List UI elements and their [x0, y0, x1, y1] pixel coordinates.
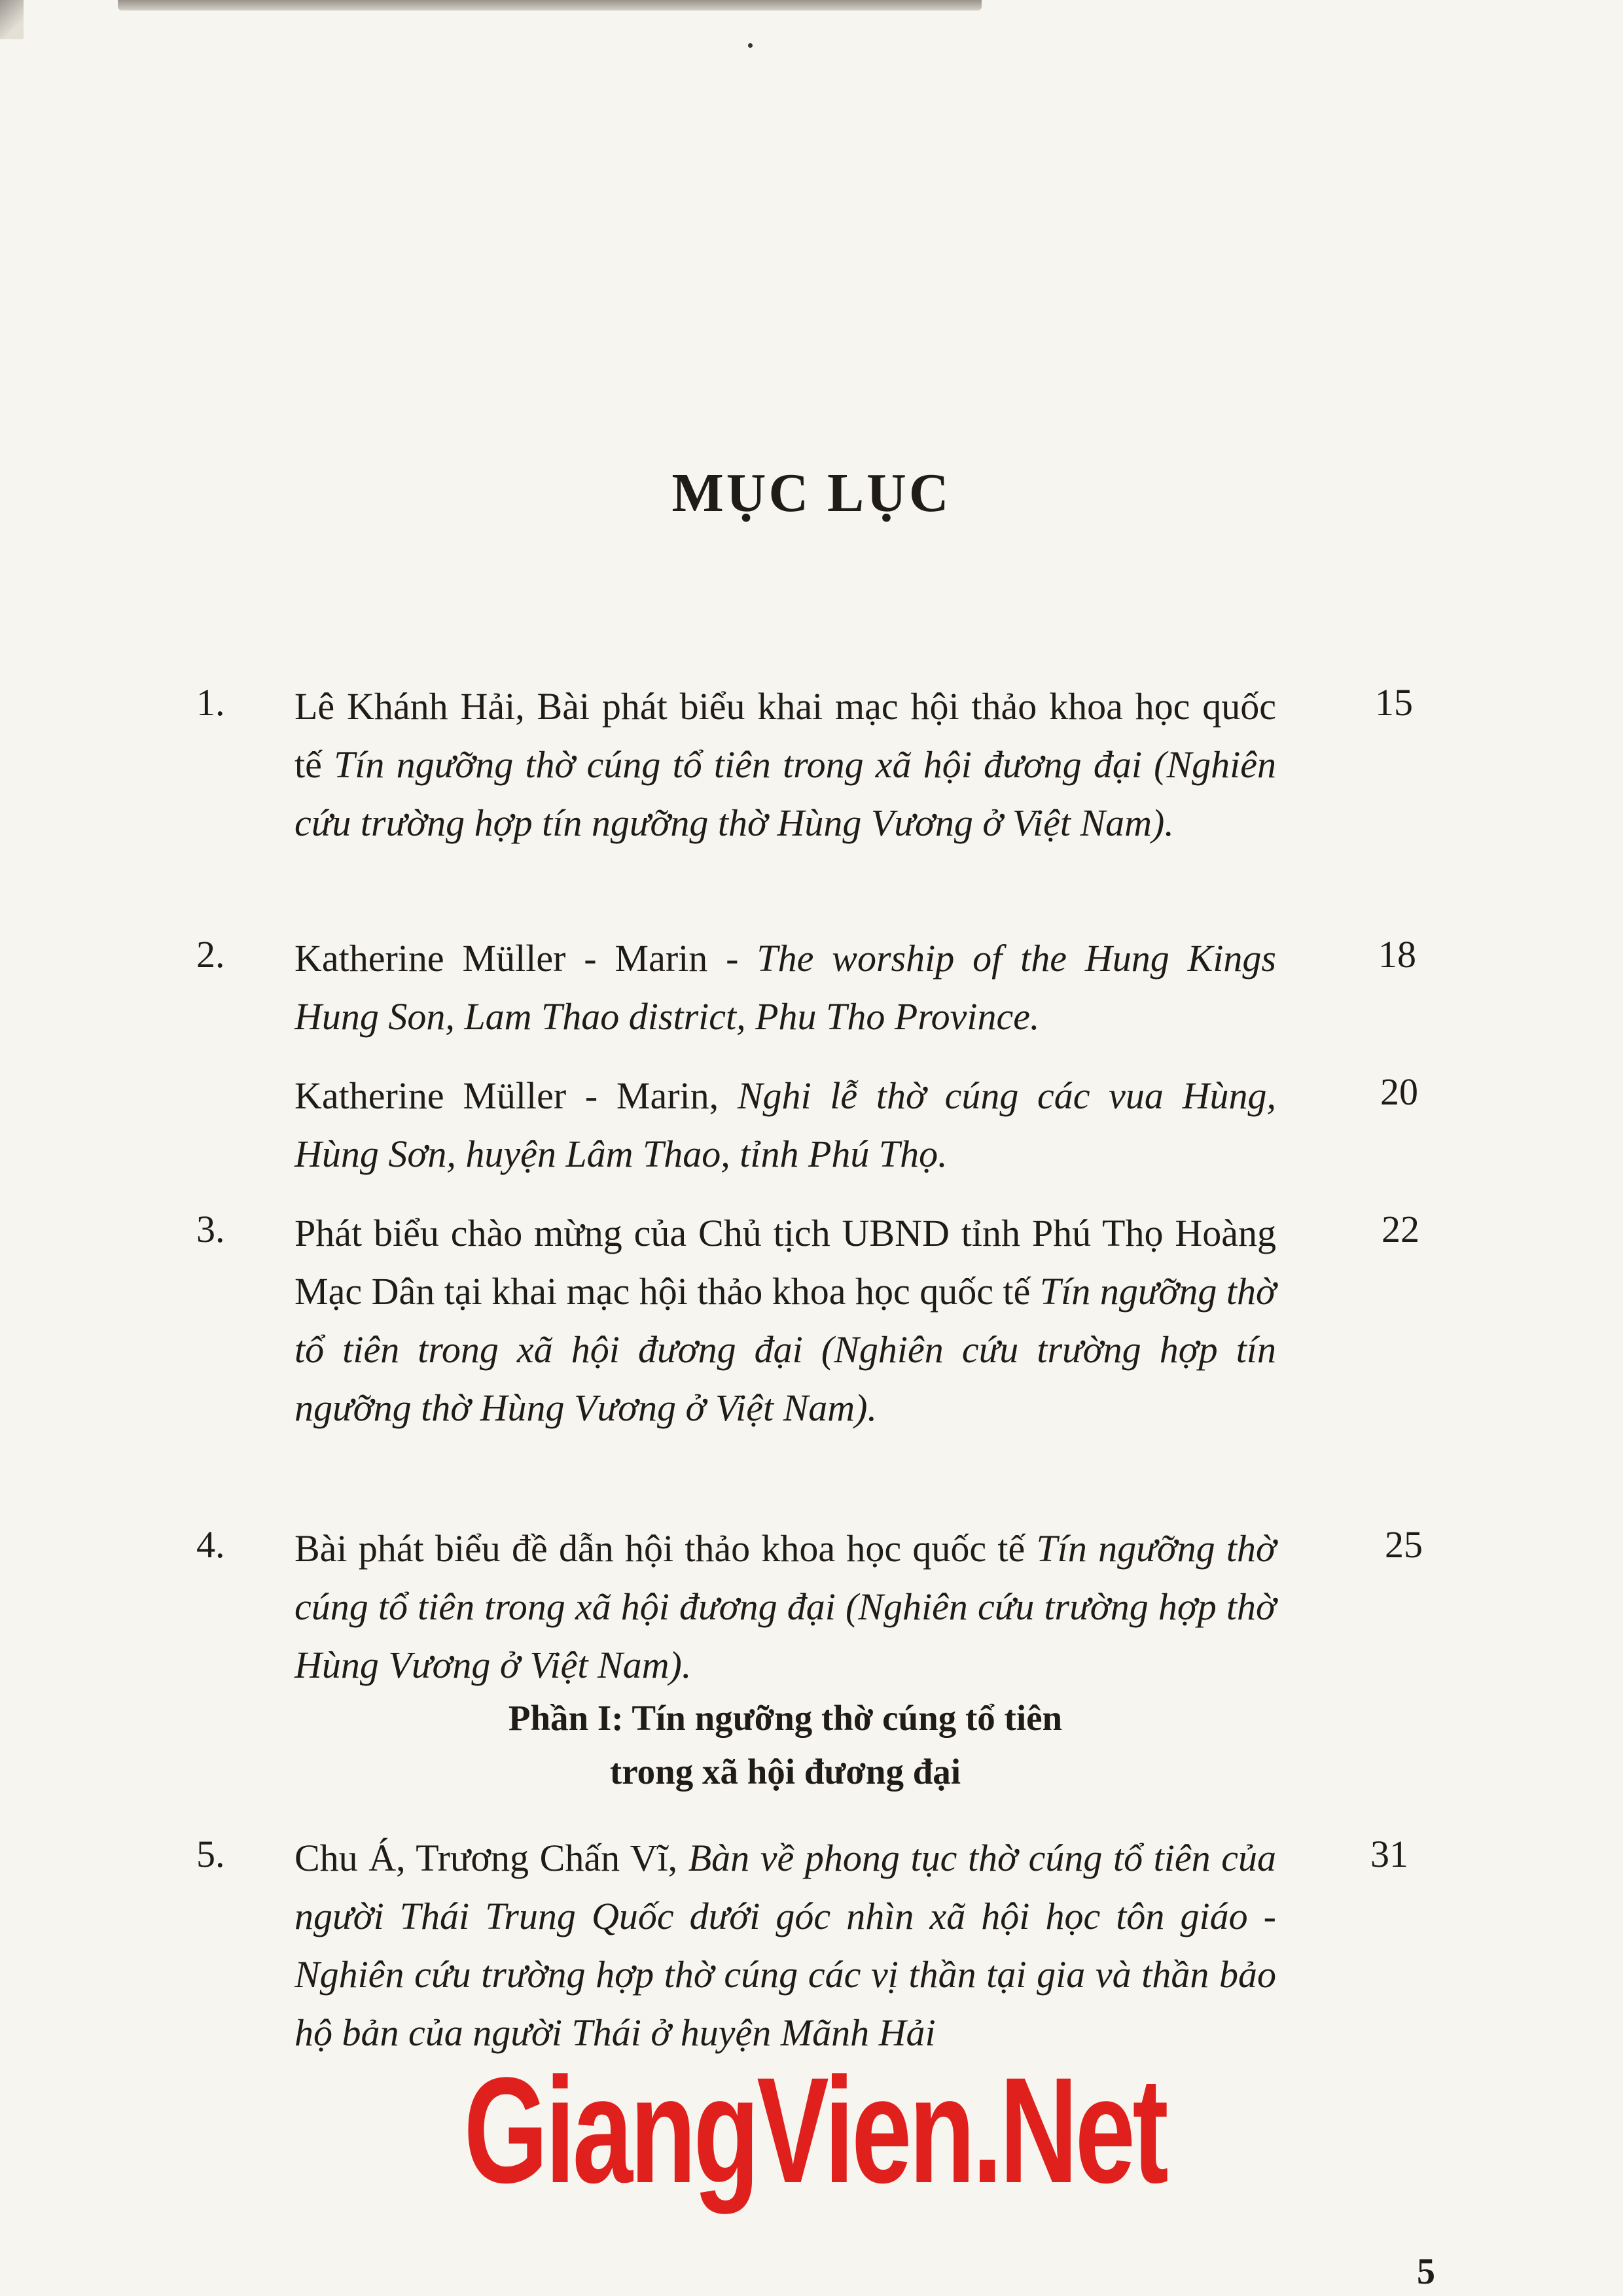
entry-author: Katherine Müller - Marin, [294, 1074, 738, 1117]
scan-corner-shadow [0, 0, 24, 39]
entry-text [294, 1067, 1276, 1183]
entry-author: Bài phát biểu đề dẫn hội thảo khoa học quốc tế [294, 1527, 1037, 1570]
entry-page: 15 [1375, 681, 1413, 724]
entry-page: 18 [1378, 933, 1416, 976]
entry-page: 25 [1385, 1523, 1423, 1566]
entry-page: 22 [1382, 1208, 1419, 1250]
entry-title: The worship of the Hung Kings Hung Son, Lam Thao district, Phu Tho Province. [294, 937, 1276, 1038]
scan-speck [748, 43, 753, 48]
entry-title: Tín ngưỡng thờ tổ tiên trong xã hội đương đại (Nghiên cứu trường hợp tín ngưỡng thờ Hùng Vương ở Việt Nam). [294, 1270, 1276, 1429]
entry-number: 3. [196, 1208, 225, 1250]
page-title: MỤC LỤC [671, 463, 952, 523]
entry-title: Nghi lễ thờ cúng các vua Hùng, Hùng Sơn, huyện Lâm Thao, tỉnh Phú Thọ. [294, 1074, 1276, 1175]
entry-number: 5. [196, 1833, 225, 1875]
page-number: 5 [1417, 2252, 1435, 2292]
entry-page: 31 [1370, 1833, 1408, 1875]
entry-number: 4. [196, 1523, 225, 1566]
entry-text [294, 929, 1276, 1046]
entry-number: 2. [196, 933, 225, 976]
section-heading-line: Phần I: Tín ngưỡng thờ cúng tổ tiên [508, 1698, 1063, 1738]
scan-top-edge [118, 0, 982, 10]
section-heading [294, 1691, 1276, 1799]
entry-text [294, 1829, 1276, 2062]
entry-text [294, 1204, 1276, 1437]
entry-text [294, 677, 1276, 852]
section-heading-line: trong xã hội đương đại [609, 1752, 961, 1792]
entry-author: Chu Á, Trương Chấn Vĩ, [294, 1837, 688, 1879]
entry-author: Lê Khánh Hải, Bài phát biểu khai mạc hội thảo khoa học quốc tế [294, 685, 1276, 786]
entry-title: Tín ngưỡng thờ cúng tổ tiên trong xã hội đương đại (Nghiên cứu trường hợp thờ Hùng Vương ở Việt Nam). [294, 1527, 1276, 1686]
entry-title: Bàn về phong tục thờ cúng tổ tiên của người Thái Trung Quốc dưới góc nhìn xã hội học tôn giáo - Nghiên cứu trường hợp thờ cúng các vị thần tại gia và thần bảo hộ bản của người Thái ở huyện Mãnh Hải [294, 1837, 1276, 2054]
entry-text [294, 1519, 1276, 1694]
entry-author: Phát biểu chào mừng của Chủ tịch UBND tỉnh Phú Thọ Hoàng Mạc Dân tại khai mạc hội thảo khoa học quốc tế [294, 1212, 1276, 1313]
entry-number: 1. [196, 681, 225, 724]
watermark: GiangVien.Net [463, 2045, 1166, 2214]
entry-author: Katherine Müller - Marin - [294, 937, 757, 980]
entry-page: 20 [1380, 1070, 1418, 1113]
entry-title: Tín ngưỡng thờ cúng tổ tiên trong xã hội đương đại (Nghiên cứu trường hợp tín ngưỡng thờ Hùng Vương ở Việt Nam). [294, 743, 1277, 844]
